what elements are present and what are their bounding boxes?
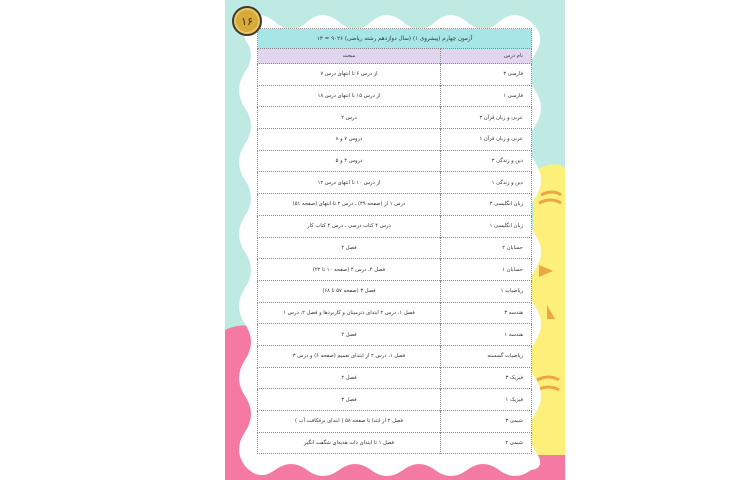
topic-cell: فصل ۳ xyxy=(258,389,441,411)
table-row xyxy=(258,302,532,324)
subject-cell: حسابان ۱ xyxy=(441,259,532,281)
subject-cell: دین و زندگی ۳ xyxy=(441,150,532,172)
topic-cell: فصل ۴، درس ۴ (صفحه ۱۰ تا ۲۲) xyxy=(258,259,441,281)
subject-cell: زبان انگلیسی ۱ xyxy=(441,215,532,237)
topic-cell: درس ۴ کتاب درسی ـ درس ۴ کتاب کار xyxy=(258,215,441,237)
subject-cell: هندسه ۱ xyxy=(441,324,532,346)
table-row xyxy=(258,345,532,367)
subject-cell: فارسی ۳ xyxy=(441,64,532,86)
topic-cell: درس ۱ از (صفحه ۳۹) ـ درس ۲ تا انتهای (صفحه ۵۱) xyxy=(258,194,441,216)
topic-cell: از درس ۶ تا انتهای درس ۷ xyxy=(258,64,441,86)
subject-cell: شیمی ۲ xyxy=(441,432,532,454)
table-row xyxy=(258,324,532,346)
topic-cell: دروس ۷ و ۸ xyxy=(258,129,441,151)
subject-cell: دین و زندگی ۱ xyxy=(441,172,532,194)
topic-cell: از درس ۱۵ تا انتهای درس ۱۸ xyxy=(258,85,441,107)
topic-cell: فصل ۲ xyxy=(258,237,441,259)
table-row xyxy=(258,259,532,281)
table-row xyxy=(258,215,532,237)
table-row xyxy=(258,280,532,302)
table-row xyxy=(258,64,532,86)
table-row xyxy=(258,129,532,151)
table-row xyxy=(258,389,532,411)
topic-cell: فصل ۱، درس ۲ ابتدای دترمینان و کاربردها و فصل ۲، درس ۱ xyxy=(258,302,441,324)
subject-cell: ریاضیات گسسته xyxy=(441,345,532,367)
table-row xyxy=(258,194,532,216)
topic-cell: فصل ۲ از ابتدا تا صفحه ۵۸ ( ابتدای برقکافت آب ) xyxy=(258,411,441,433)
table-row xyxy=(258,237,532,259)
topic-cell: درس ۲ xyxy=(258,107,441,129)
topic-cell: فصل ۲ xyxy=(258,367,441,389)
subject-cell: هندسه ۳ xyxy=(441,302,532,324)
page-number-badge xyxy=(232,6,262,36)
subject-cell: فیزیک ۳ xyxy=(441,367,532,389)
table-header-row xyxy=(258,49,532,64)
subject-cell: حسابان ۲ xyxy=(441,237,532,259)
header-topic: مبحث xyxy=(258,49,441,64)
page-number: ۱۶ xyxy=(241,14,253,28)
subject-cell: شیمی ۳ xyxy=(441,411,532,433)
table-row xyxy=(258,367,532,389)
table-row xyxy=(258,150,532,172)
topic-cell: فصل ۴ xyxy=(258,324,441,346)
table-row xyxy=(258,432,532,454)
table-title-row xyxy=(258,29,532,49)
subject-cell: فیزیک ۱ xyxy=(441,389,532,411)
topic-cell: فصل ۱، درس ۲ از ابتدای تعمیم (صفحه ۶) و درس ۳ xyxy=(258,345,441,367)
subject-cell: عربی و زبان قرآن ۱ xyxy=(441,129,532,151)
topic-cell: از درس ۱۰ تا انتهای درس ۱۲ xyxy=(258,172,441,194)
table-row xyxy=(258,107,532,129)
topic-cell: دروس ۴ و ۵ xyxy=(258,150,441,172)
topic-cell: فصل ۳ (صفحه ۵۷ تا ۶۸) xyxy=(258,280,441,302)
table-row xyxy=(258,411,532,433)
table-row xyxy=(258,85,532,107)
subject-cell: عربی و زبان قرآن ۳ xyxy=(441,107,532,129)
topic-cell: فصل ۱ تا ابتدای ذات هدیه‌ای شگفت انگیز xyxy=(258,432,441,454)
subject-cell: زبان انگلیسی ۳ xyxy=(441,194,532,216)
header-subject: نام درس xyxy=(441,49,532,64)
table-title: آزمون چهارم (پیشروی ۱) (سال دوازدهم رشته ریاضی) ۹۰۲۶ = ۱۴ xyxy=(258,29,532,49)
subject-cell: فارسی ۱ xyxy=(441,85,532,107)
exam-schedule-table xyxy=(257,28,532,454)
table-row xyxy=(258,172,532,194)
subject-cell: ریاضیات ۱ xyxy=(441,280,532,302)
